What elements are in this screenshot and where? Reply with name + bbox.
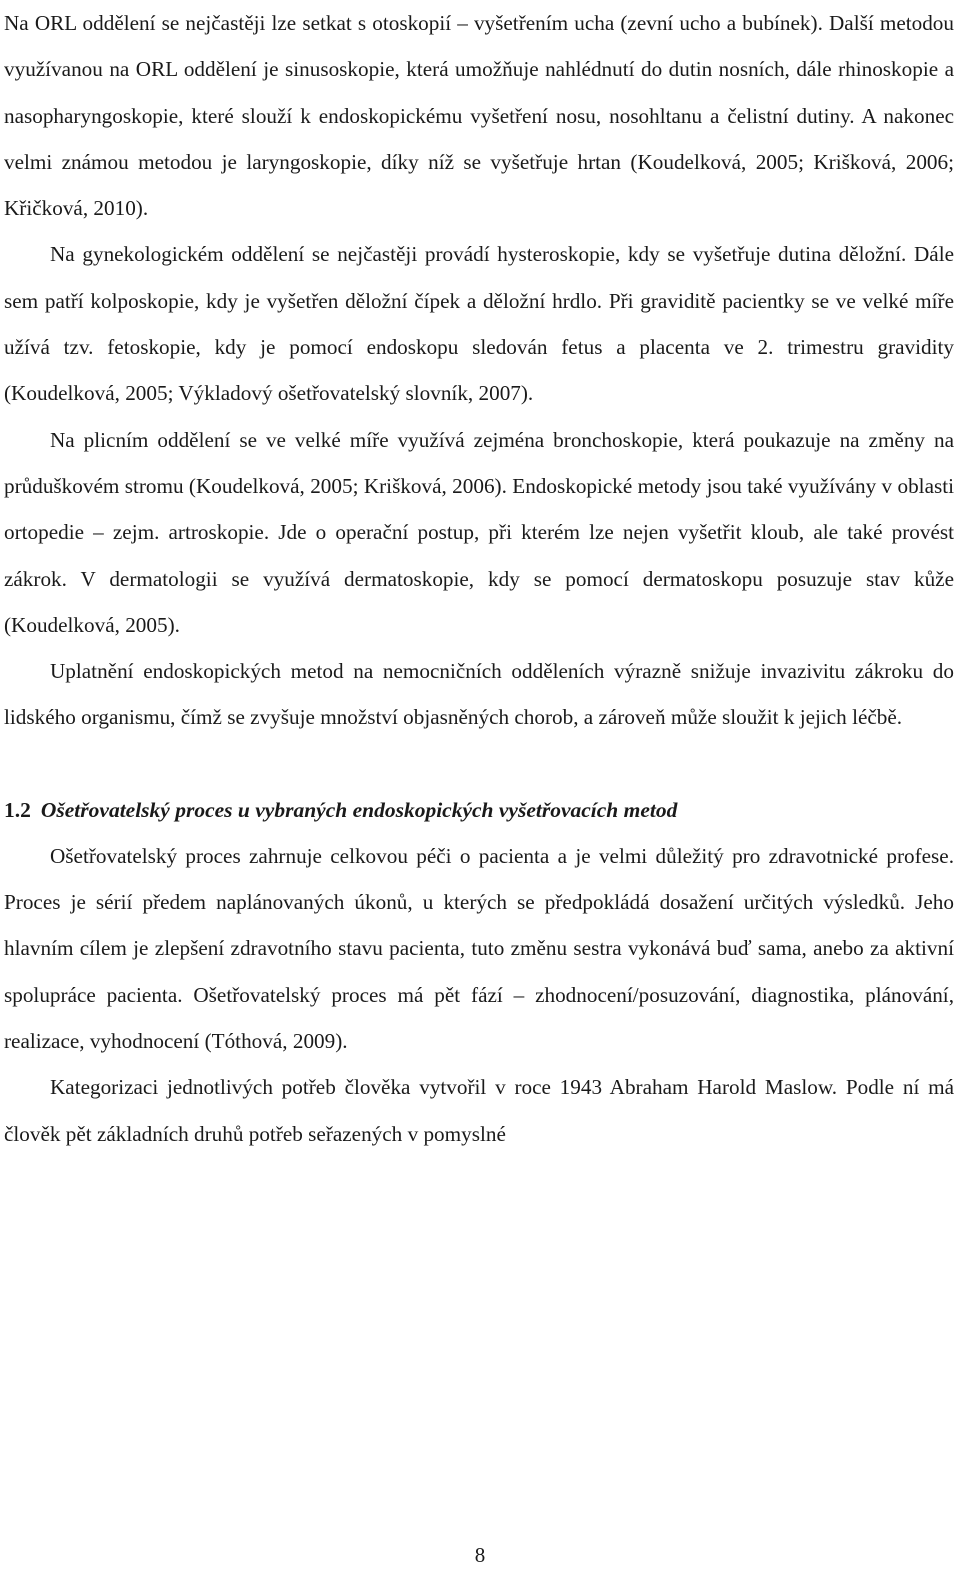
- paragraph-benefits: Uplatnění endoskopických metod na nemocničních odděleních výrazně snižuje invazivitu zákroku do lidského organismu, čímž se zvyšuje množství objasněných chorob, a zároveň může sloužit k jejich léčbě.: [4, 659, 954, 730]
- paragraph-orl: Na ORL oddělení se nejčastěji lze setkat s otoskopií – vyšetřením ucha (zevní ucho a bubínek). Další metodou využívanou na ORL oddělení je sinusoskopie, která umožňuje nahlédnutí do dutin nosních, dále rhinoskopie a nasopharyngoskopie, které slouží k endoskopickému vyšetření nosu, nosohltanu a čelistní dutiny. A nakonec velmi známou metodou je laryngoskopie, díky níž se vyšetřuje hrtan (Koudelková, 2005; Krišková, 2006; Křičková, 2010).: [4, 11, 954, 221]
- section-heading: [4, 787, 954, 833]
- section-spacer: [4, 741, 954, 787]
- section-title: Ošetřovatelský proces u vybraných endoskopických vyšetřovacích metod: [40, 797, 678, 822]
- section-number: 1.2: [4, 797, 31, 822]
- paragraph-nursing-process: Ošetřovatelský proces zahrnuje celkovou péči o pacienta a je velmi důležitý pro zdravotnické profese. Proces je sérií předem naplánovaných úkonů, u kterých se předpokládá dosažení určitých výsledků. Jeho hlavním cílem je zlepšení zdravotního stavu pacienta, tuto změnu sestra vykonává buď sama, anebo za aktivní spolupráce pacienta. Ošetřovatelský proces má pět fází – zhodnocení/posuzování, diagnostika, plánování, realizace, vyhodnocení (Tóthová, 2009).: [4, 843, 954, 1053]
- document-page: [4, 0, 954, 1157]
- page-number: 8: [474, 1543, 486, 1567]
- paragraph-pulmonary: Na plicním oddělení se ve velké míře využívá zejména bronchoskopie, která poukazuje na změny na průduškovém stromu (Koudelková, 2005; Krišková, 2006). Endoskopické metody jsou také využívány v oblasti ortopedie – zejm. artroskopie. Jde o operační postup, při kterém lze nejen vyšetřit kloub, ale také provést zákrok. V dermatologii se využívá dermatoskopie, kdy se pomocí dermatoskopu posuzuje stav kůže (Koudelková, 2005).: [4, 427, 954, 637]
- paragraph-gynecology: Na gynekologickém oddělení se nejčastěji provádí hysteroskopie, kdy se vyšetřuje dutina děložní. Dále sem patří kolposkopie, kdy je vyšetřen děložní čípek a děložní hrdlo. Při graviditě pacientky se ve velké míře užívá tzv. fetoskopie, kdy je pomocí endoskopu sledován fetus a placenta ve 2. trimestru gravidity (Koudelková, 2005; Výkladový ošetřovatelský slovník, 2007).: [4, 242, 954, 406]
- paragraph-maslow: Kategorizaci jednotlivých potřeb člověka vytvořil v roce 1943 Abraham Harold Maslow. Podle ní má člověk pět základních druhů potřeb seřazených v pomyslné: [4, 1075, 954, 1146]
